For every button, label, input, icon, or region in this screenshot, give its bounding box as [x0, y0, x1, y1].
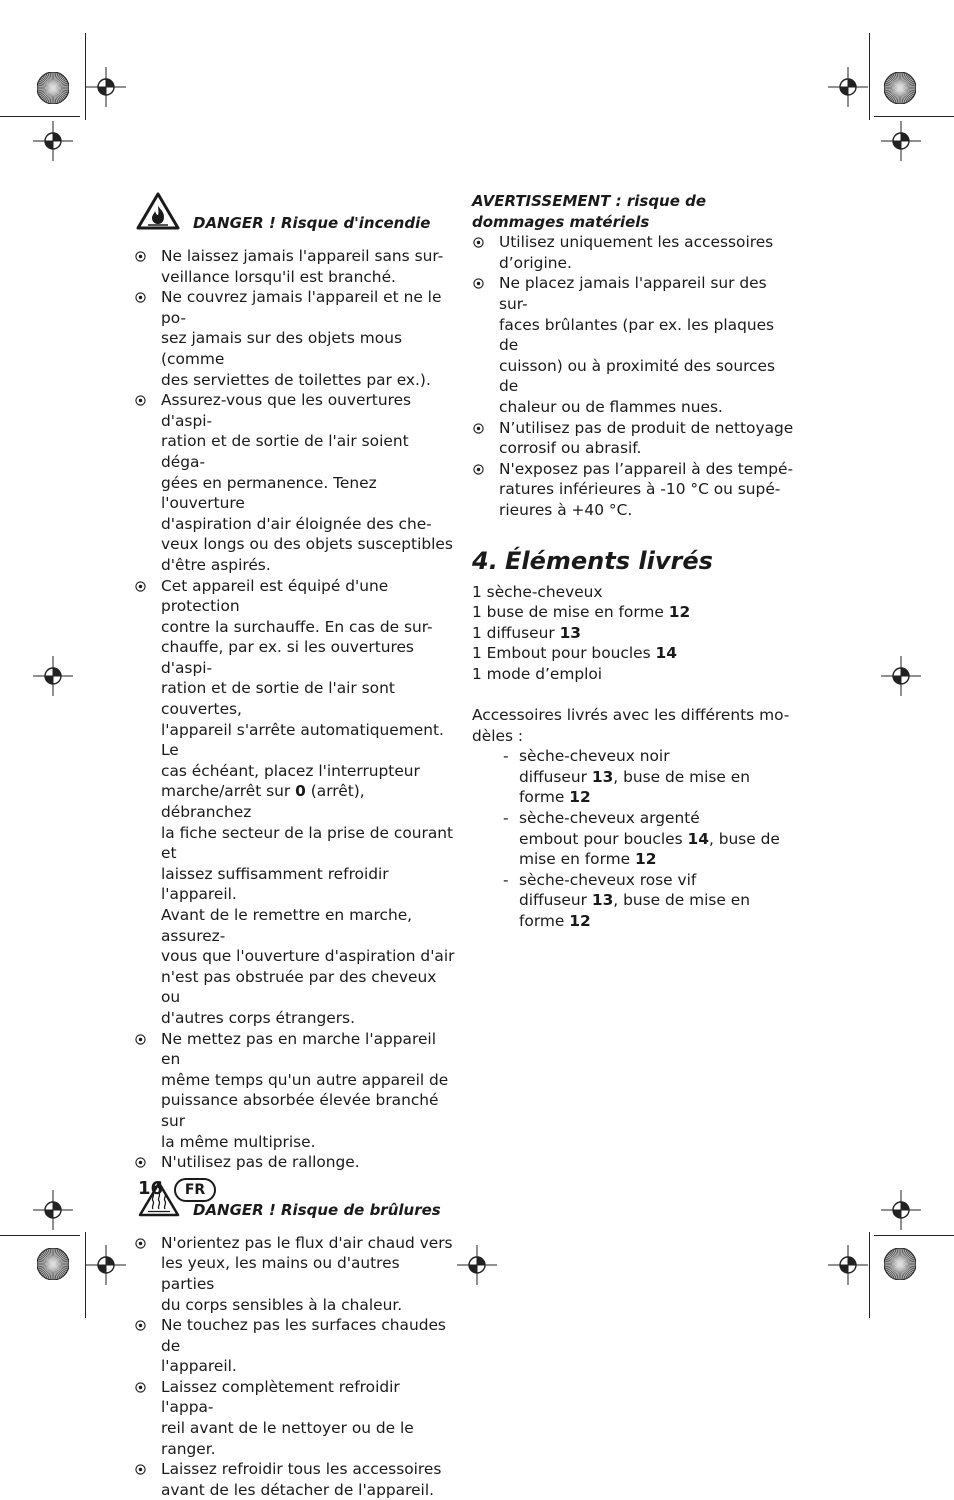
- section-number: 4.: [472, 546, 498, 575]
- text-line: Cet appareil est équipé d'une protection: [161, 576, 389, 616]
- fire-warning-icon: [136, 192, 180, 230]
- supplied-item: [472, 582, 796, 603]
- list-item: [134, 1152, 456, 1173]
- text-segment: mise en forme: [519, 850, 636, 869]
- text-segment: , buse de: [708, 829, 780, 848]
- text-line: d'être aspirés.: [161, 555, 271, 574]
- supplied-item-label: 1 Embout pour boucles: [472, 644, 656, 663]
- model-item: [472, 746, 796, 808]
- dash-bullet: -: [503, 809, 509, 828]
- list-item: [472, 418, 796, 459]
- bullet-icon: [135, 1320, 146, 1331]
- text-line: [519, 746, 796, 767]
- right-column: [472, 191, 796, 932]
- part-number: 13: [559, 623, 581, 642]
- color-target-icon: [884, 72, 916, 104]
- list-item: [472, 459, 796, 521]
- fire-warning-heading: [134, 208, 456, 246]
- text-line: veillance lorsqu'il est branché.: [161, 267, 396, 286]
- text-line: laissez suffisamment refroidir l'appareil.: [161, 864, 389, 904]
- text-line: d'aspiration d'air éloignée des che-: [161, 514, 432, 533]
- text-segment: sèche-cheveux noir: [519, 747, 670, 766]
- text-line: les yeux, les mains ou d'autres parties: [161, 1254, 400, 1293]
- text-line: rieures à +40 °C.: [499, 500, 633, 519]
- list-item: [134, 1377, 456, 1459]
- color-target-icon: [37, 72, 69, 104]
- list-item: [134, 1029, 456, 1153]
- supplied-item-label: 1 sèche-cheveux: [472, 582, 603, 601]
- text-line: [519, 849, 796, 870]
- section-heading: [472, 546, 796, 576]
- part-number: 13: [591, 767, 614, 786]
- fire-warning-title: DANGER ! Risque d'incendie: [193, 214, 431, 232]
- text-line: reil avant de le nettoyer ou de le ranger.: [161, 1419, 414, 1458]
- color-target-icon: [884, 1248, 916, 1280]
- text-line: d'autres corps étrangers.: [161, 1008, 355, 1027]
- list-item: [134, 1315, 456, 1377]
- text-line: dèles :: [472, 726, 524, 745]
- bullet-icon: [135, 1157, 146, 1168]
- bullet-icon: [135, 1382, 146, 1393]
- registration-crosshair-icon: [826, 1243, 870, 1287]
- registration-crosshair-icon: [879, 119, 923, 163]
- text-line: [519, 787, 796, 808]
- registration-crosshair-icon: [31, 1188, 75, 1232]
- text-line: N’utilisez pas de produit de nettoyage: [499, 418, 794, 437]
- bullet-icon: [135, 1034, 146, 1045]
- text-line: puissance absorbée élevée branché sur: [161, 1091, 439, 1130]
- registration-crosshair-icon: [31, 119, 75, 163]
- text-line: Ne touchez pas les surfaces chaudes de: [161, 1316, 446, 1355]
- text-line: n'est pas obstruée par des cheveux ou: [161, 967, 437, 1007]
- registration-crosshair-icon: [826, 65, 870, 109]
- crop-mark: [874, 1235, 954, 1237]
- models-list: [472, 746, 796, 931]
- text-segment: sèche-cheveux argenté: [519, 809, 700, 828]
- text-line: chauffe, par ex. si les ouvertures d'aspi-: [161, 638, 414, 677]
- supplied-item: [472, 643, 796, 664]
- text-line: chaleur ou de flammes nues.: [499, 397, 723, 416]
- text-line: ratures inférieures à -10 °C ou supé-: [499, 480, 781, 499]
- part-number: 12: [635, 850, 657, 869]
- text-line: [519, 829, 796, 850]
- text-segment: diffuseur: [519, 767, 592, 786]
- page-number: 16: [138, 1178, 164, 1199]
- text-line: N'utilisez pas de rallonge.: [161, 1153, 360, 1172]
- text-line: Accessoires livrés avec les différents mo-: [472, 706, 790, 725]
- list-item: [134, 1459, 456, 1500]
- text-line: veux longs ou des objets susceptibles: [161, 535, 453, 554]
- part-number: 12: [569, 788, 591, 807]
- list-item: [472, 273, 796, 417]
- caution-heading: [472, 191, 796, 232]
- dash-bullet: -: [503, 870, 509, 889]
- supplied-item-label: 1 mode d’emploi: [472, 664, 603, 683]
- text-line: avant de les détacher de l'appareil.: [161, 1480, 434, 1499]
- bullet-icon: [135, 251, 146, 262]
- supplied-item: [472, 623, 796, 644]
- text-line: [519, 890, 796, 911]
- part-number: 14: [687, 829, 709, 848]
- part-number: 12: [668, 603, 691, 622]
- text-line: marche/arrêt sur 0 (arrêt), débranchez: [161, 782, 365, 822]
- text-line: Laissez refroidir tous les accessoires: [161, 1460, 442, 1479]
- text-line: [519, 911, 796, 932]
- part-number: 13: [591, 891, 614, 910]
- list-item: [134, 576, 456, 1029]
- registration-crosshair-icon: [84, 1243, 128, 1287]
- bullet-icon: [135, 1238, 146, 1249]
- text-line: ration et de sortie de l'air soient déga-: [161, 432, 409, 471]
- text-line: la même multiprise.: [161, 1132, 316, 1151]
- text-line: [519, 870, 796, 891]
- text-line: du corps sensibles à la chaleur.: [161, 1295, 403, 1314]
- text-segment: diffuseur: [519, 891, 592, 910]
- text-line: même temps qu'un autre appareil de: [161, 1070, 449, 1089]
- text-segment: forme: [519, 788, 570, 807]
- text-segment: sèche-cheveux rose vif: [519, 870, 697, 889]
- text-line: Ne placez jamais l'appareil sur des sur-: [499, 274, 767, 313]
- bullet-icon: [473, 464, 484, 475]
- supplied-item-label: 1 diffuseur: [472, 623, 560, 642]
- text-line: des serviettes de toilettes par ex.).: [161, 370, 431, 389]
- text-line: Laissez complètement refroidir l'appa-: [161, 1377, 400, 1417]
- text-line: cuisson) ou à proximité des sources de: [499, 356, 776, 396]
- caution-list: [472, 232, 796, 520]
- crop-mark: [874, 116, 954, 118]
- color-target-icon: [37, 1248, 69, 1280]
- bullet-icon: [135, 581, 146, 592]
- text-line: Ne mettez pas en marche l'appareil en: [161, 1029, 436, 1069]
- fire-warning-list: [134, 246, 456, 1173]
- list-item: [134, 246, 456, 287]
- section-title: Éléments livrés: [505, 546, 713, 575]
- text-line: Ne laissez jamais l'appareil sans sur-: [161, 247, 444, 265]
- text-line: ration et de sortie de l'air sont couvertes,: [161, 679, 395, 719]
- language-badge: FR: [174, 1178, 216, 1202]
- text-line: d’origine.: [499, 253, 572, 272]
- bullet-icon: [473, 423, 484, 434]
- text-line: corrosif ou abrasif.: [499, 439, 642, 458]
- registration-crosshair-icon: [31, 654, 75, 698]
- supplied-item: [472, 664, 796, 685]
- crop-mark: [0, 116, 80, 118]
- dash-bullet: -: [503, 747, 509, 766]
- model-item: [472, 808, 796, 870]
- text-line: sez jamais sur des objets mous (comme: [161, 329, 402, 368]
- text-line: N'orientez pas le flux d'air chaud vers: [161, 1233, 453, 1252]
- crop-mark: [0, 1235, 80, 1237]
- text-segment: embout pour boucles: [519, 829, 688, 848]
- text-line: Assurez-vous que les ouvertures d'aspi-: [161, 391, 412, 430]
- text-line: [519, 808, 796, 829]
- left-column: [134, 208, 456, 1500]
- text-segment: , buse de mise en: [613, 767, 750, 786]
- part-number: 14: [655, 644, 677, 663]
- text-line: [519, 767, 796, 788]
- model-item: [472, 870, 796, 932]
- caution-title-line-1: AVERTISSEMENT : risque de: [472, 192, 707, 210]
- text-line: cas échéant, placez l'interrupteur: [161, 761, 420, 780]
- text-line: N'exposez pas l’appareil à des tempé-: [499, 459, 794, 478]
- registration-crosshair-icon: [455, 1243, 499, 1287]
- text-line: l'appareil.: [161, 1357, 237, 1376]
- text-line: vous que l'ouverture d'aspiration d'air: [161, 947, 455, 966]
- supplied-item: [472, 602, 796, 623]
- text-line: Ne couvrez jamais l'appareil et ne le po-: [161, 288, 442, 327]
- bullet-icon: [135, 292, 146, 303]
- list-item: [472, 232, 796, 273]
- registration-crosshair-icon: [879, 1188, 923, 1232]
- registration-crosshair-icon: [879, 654, 923, 698]
- text-line: contre la surchauffe. En cas de sur-: [161, 617, 433, 636]
- bullet-icon: [473, 237, 484, 248]
- text-segment: , buse de mise en: [613, 891, 750, 910]
- bullet-icon: [135, 395, 146, 406]
- part-number: 12: [569, 912, 591, 930]
- text-line: Utilisez uniquement les accessoires: [499, 233, 774, 252]
- text-line: faces brûlantes (par ex. les plaques de: [499, 315, 775, 355]
- burn-warning-title: DANGER ! Risque de brûlures: [193, 1200, 441, 1219]
- registration-crosshair-icon: [84, 65, 128, 109]
- burn-warning-list: [134, 1233, 456, 1500]
- caution-title-line-2: dommages matériels: [472, 212, 650, 231]
- models-intro: [472, 705, 796, 746]
- bullet-icon: [473, 278, 484, 289]
- switch-off-symbol: 0: [295, 782, 306, 801]
- list-item: [134, 287, 456, 390]
- bullet-icon: [135, 1464, 146, 1475]
- text-line: gées en permanence. Tenez l'ouverture: [161, 473, 377, 513]
- text-line: l'appareil s'arrête automatiquement. Le: [161, 720, 444, 760]
- text-line: la fiche secteur de la prise de courant et: [161, 823, 454, 863]
- supplied-item-label: 1 buse de mise en forme: [472, 603, 669, 622]
- text-segment: forme: [519, 912, 570, 930]
- list-item: [134, 1233, 456, 1315]
- list-item: [134, 390, 456, 575]
- text-line: Avant de le remettre en marche, assurez-: [161, 906, 413, 945]
- supplied-items-list: [472, 582, 796, 685]
